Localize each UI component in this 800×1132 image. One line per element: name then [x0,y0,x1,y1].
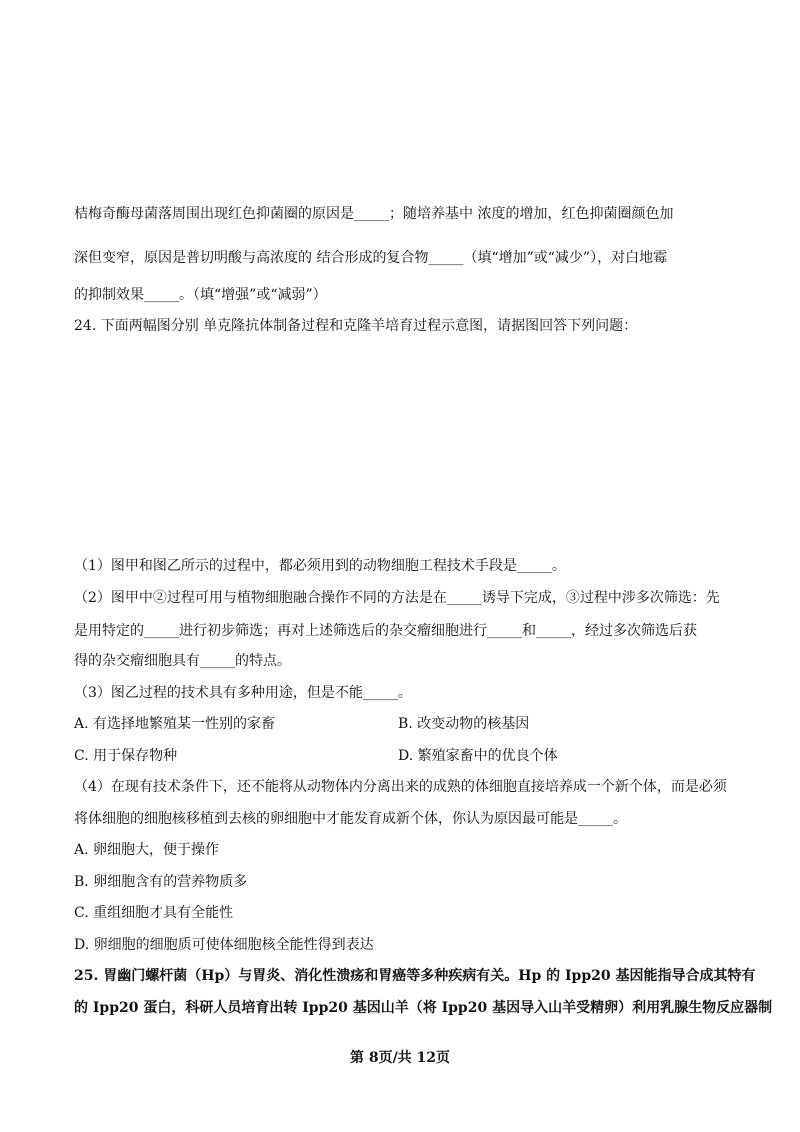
q24-p4-option-b: B. 卵细胞含有的营养物质多 [74,874,248,890]
q24-part-2-line-3: 得的杂交瘤细胞具有_____的特点。 [74,653,291,669]
q24-p4-option-a: A. 卵细胞大，便于操作 [74,842,220,858]
q24-part-3: （3）图乙过程的技术具有多种用途，但是不能_____。 [74,685,412,701]
q23-line-1: 桔梅奇酶母菌落周围出现红色抑菌圈的原因是_____；随培养基中 浓度的增加，红色抑菌圈颜色加 [74,206,674,222]
q24-p4-option-d: D. 卵细胞的细胞质可使体细胞核全能性得到表达 [74,937,374,953]
q24-p3-option-a: A. 有选择地繁殖某一性别的家畜 [74,716,276,732]
q24-part-4-line-2: 将体细胞的细胞核移植到去核的卵细胞中才能发育成新个体，你认为原因最可能是_____。 [74,811,627,827]
q25-line-1: 25. 胃幽门螺杆菌（Hp）与胃炎、消化性溃疡和胃癌等多种疾病有关。Hp 的 Ipp20 基因能指导合成其特有 [74,968,756,984]
q23-line-2: 深但变窄，原因是普切明酸与高浓度的 结合形成的复合物_____（填“增加”或“减少”），对白地霉 [74,250,668,266]
q24-p4-option-c: C. 重组细胞才具有全能性 [74,905,234,921]
page-footer: 第 8页/共 12页 [349,1050,451,1066]
q24-p3-option-b: B. 改变动物的核基因 [398,716,530,732]
q24-stem: 24. 下面两幅图分别 单克隆抗体制备过程和克隆羊培育过程示意图，请据图回答下列问题： [74,318,638,334]
q24-p3-option-d: D. 繁殖家畜中的优良个体 [398,748,558,764]
q24-p3-option-c: C. 用于保存物种 [74,748,178,764]
q24-part-4-line-1: （4）在现有技术条件下，还不能将从动物体内分离出来的成熟的体细胞直接培养成一个新个体，而是必须 [74,779,727,795]
q24-part-2-line-2: 是用特定的_____进行初步筛选；再对上述筛选后的杂交瘤细胞进行_____和_____，经过多次筛选后获 [74,623,697,639]
q24-part-1: （1）图甲和图乙所示的过程中，都必须用到的动物细胞工程技术手段是_____。 [74,558,566,574]
q25-line-2: 的 Ipp20 蛋白，科研人员培育出转 Ipp20 基因山羊（将 Ipp20 基因导入山羊受精卵）利用乳腺生物反应器制 [74,1000,773,1016]
q24-part-2-line-1: （2）图甲中②过程可用与植物细胞融合操作不同的方法是在_____诱导下完成，③过程中涉多次筛选：先 [74,590,720,606]
q23-line-3: 的抑制效果_____。（填“增强”或“减弱”） [74,287,327,303]
